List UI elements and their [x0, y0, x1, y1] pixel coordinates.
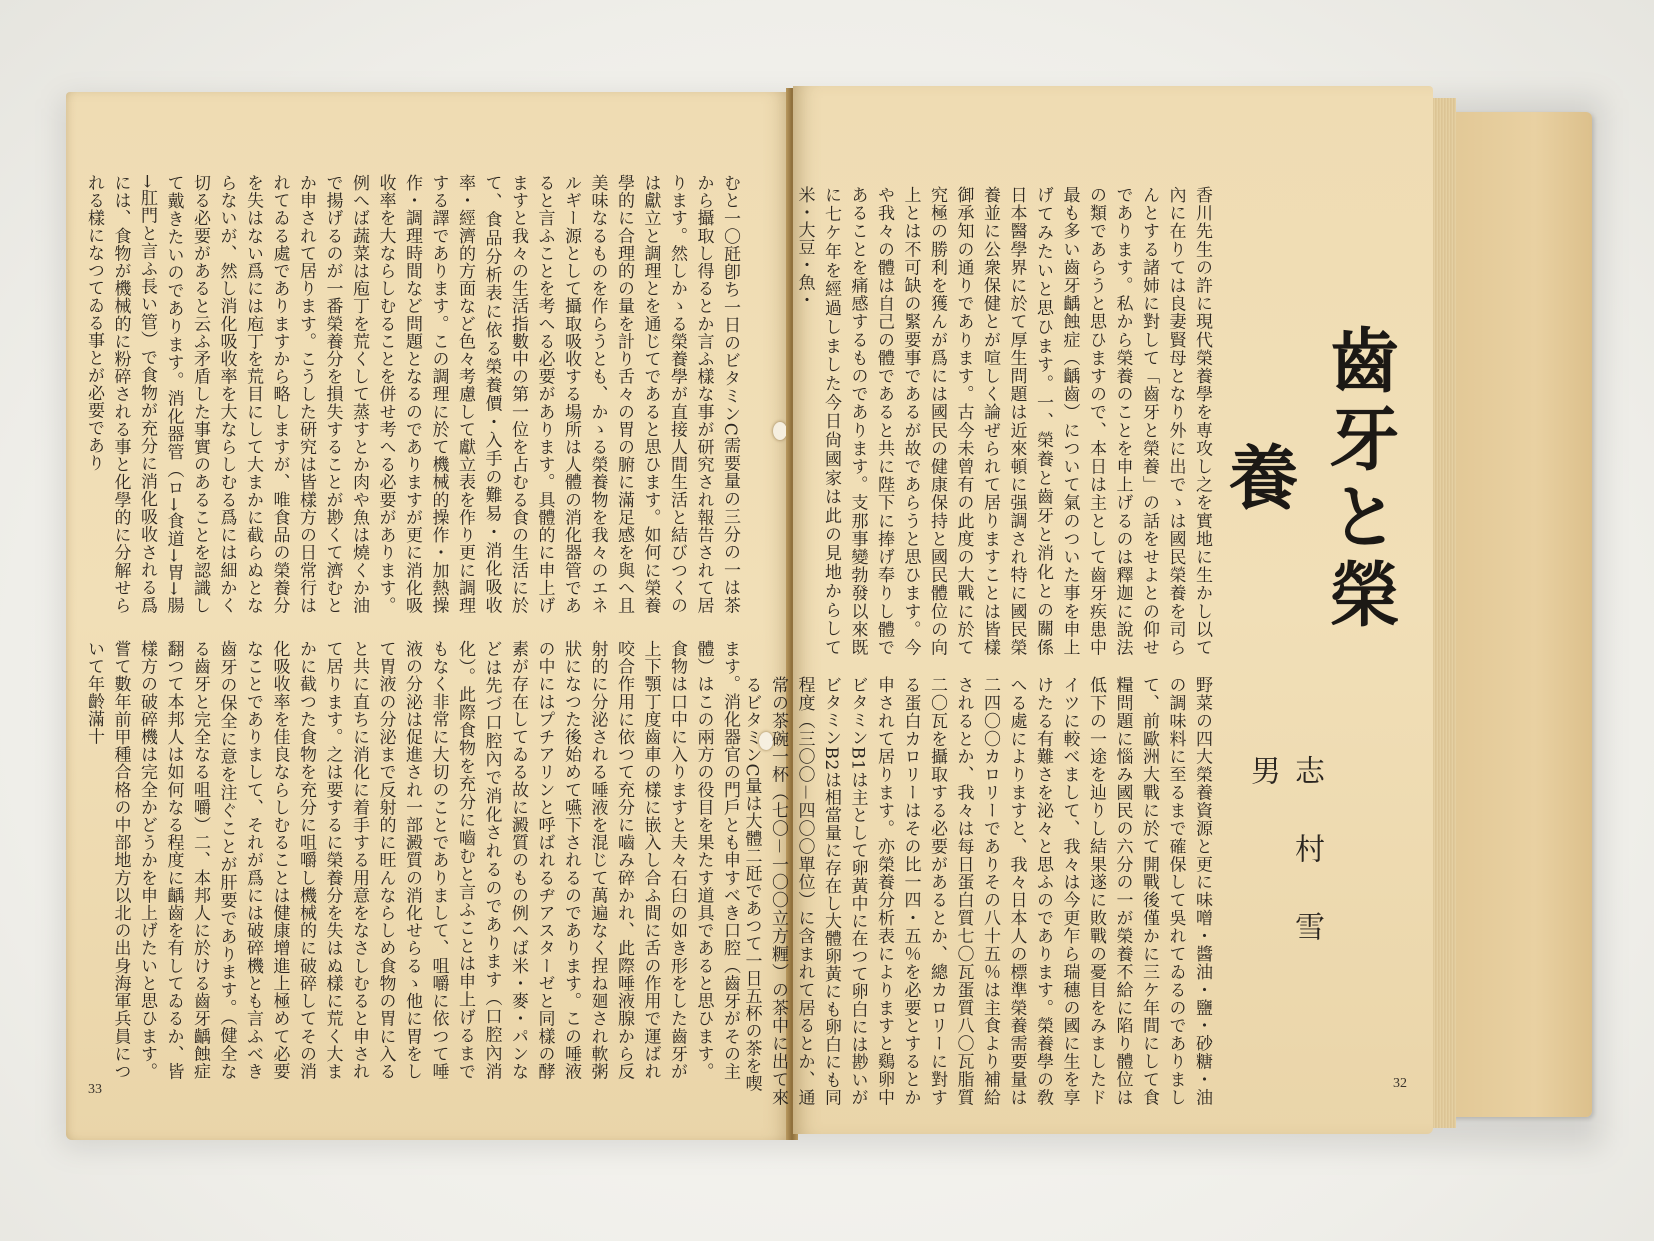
- article-title: 齒牙と榮養: [1217, 324, 1400, 636]
- left-page-upper-text: むと一〇瓩卽ち一日のビタミンC需要量の三分の一は茶から攝取し得るとか言ふ樣な事が研究され報告されて居ります。然しかゝる榮養學が直接人間生活と結びつくのは獻立と調理とを通じてであると思ひます。如何に榮養學的に合理的の量を計り舌々の胃の腑に滿足感を與へ且美味なるものを作らうとも、かゝる榮養物を我々のエネルギー源として攝取吸收する場所は人體の消化器管であると言ふことを考へる必要があります。具體的に申上げますと我々の生活指數中の第一位を占むる食の生活に於て、食品分析表に依る榮養價・入手の難易・消化吸收率・經濟的方面など色々考慮して獻立表を作り更に調理する譯であります。この調理に於て機械的操作・加熱操作・調理時間など問題となるのでありますが更に消化吸收率を大ならしむることを併せ考へる必要があります。例へば蔬菜は庖丁を荒くして蒸すとか肉や魚は燒くか油で揚げるのが一番榮養分を損失することが尠くて濟むとか申されて居ります。こうした硏究は皆樣方の日常行はれてゐる處でありますから略しますが、唯食品の榮養分を失はない爲には庖丁を荒目にして大まかに截らぬとならないが、然し消化吸收率を大ならしむる爲には細かく切る必要があると云ふ矛盾した事實のあることを認識して戴きたいのであります。消化器管（ロ→食道→胃→腸→肛門と言ふ長い管）で食物が充分に消化吸收される爲には、食物が機械的に粉碎される事と化學的に分解せられる樣になつてゐる事とが必要であり: [84, 174, 740, 614]
- article-author: 志村雪男: [1245, 755, 1324, 989]
- page-number-left: 33: [88, 1082, 102, 1097]
- right-page-upper-text: 香川先生の許に現代榮養學を専攻し之を實地に生かし以て內に在りては良妻賢母となり外に出でゝは國民榮養を司らんとする諸姉に對して「齒牙と榮養」の話をせよとの仰せであります。私から榮養のことを申上げるのは釋迦に說法の類であらうと思ひますので、本日は主として齒牙疾患中最も多い齒牙齲蝕症（齲齒）について氣のついた事を申上げてみたいと思ひます。一、榮養と齒牙と消化との關係 日本醫學界に於て厚生問題は近來頓に强調され特に國民榮養並に公衆保健とが喧しく論ぜられて居りますことは皆樣御承知の通りであります。古今未曾有の此度の大戰に於て究極の勝利を獲んが爲には國民の健康保持と國民體位の向上とは不可缺の緊要事であるが故であらうと思ひます。今や我々の體は自己の體であると共に陛下に捧げ奉りし體であることを痛感するものであります。支那事變勃發以來既に七ケ年を經過しました今日尙國家は此の見地からして米・大豆・魚・: [794, 186, 1212, 674]
- left-page-lower-text: ます。消化器官の門戶とも申すべき口腔（齒牙がその主體）はこの兩方の役目を果たす道具であると思ひます。食物は口中に入りますと夫々石臼の如き形をした齒牙が上下顎丁度齒車の樣に嵌入し合ふ間に舌の作用で運ばれ咬合作用に依つて充分に嚙み碎かれ、此際唾液腺から反射的に分泌される唾液を混じて萬遍なく捏ね廻され軟粥狀になつた後始めて嚥下されるのであります。この唾液の中にはプチアリンと呼ばれるヂアスターゼと同樣の酵素が存在してゐる故に澱質のもの例へば米・麥・パンなどは先づ口腔內で消化されるのであります（口腔內消化）。此際食物を充分に嚙むと言ふことは申上げるまでもなく非常に大切のことでありまして、咀嚼に依つて唾液の分泌は促進され一部澱質の消化せらるゝ他に胃をして胃液の分泌まで反射的に旺んならしめ食物の胃に入ると共に直ちに消化に着手する用意をなさしむると申されて居ります。之は要するに榮養分を失はぬ樣に荒く大まかに截つた食物を充分に咀嚼し機械的に破碎してその消化吸收率を佳良ならしむることは健康增進上極めて必要なことでありまして、それが爲には破碎機とも言ふべき齒牙の保全に意を注ぐことが肝要であります。（健全なる齒牙と完全なる咀嚼）二、本邦人に於ける齒牙齲蝕症 翻つて本邦人は如何なる程度に齲齒を有してゐるか、皆樣方の破碎機は完全かどうかを申上げたいと思ひます。嘗て數年前甲種合格の中部地方以北の出身海軍兵員について年齡滿十: [84, 640, 740, 1098]
- page-number-right: 32: [1393, 1076, 1407, 1091]
- left-page: [66, 92, 791, 1140]
- binding-hole-upper: [773, 422, 787, 440]
- right-page-lower-text: 野菜の四大榮養資源と更に味噌・醬油・鹽・砂糖・油の調味料に至るまで確保して吳れてゐるのでありまして、前歐洲大戰に於て開戰後僅かに三ケ年間にして食糧問題に惱み國民の六分の一が榮養不給に陷り體位は低下の一途を辿りし結果遂に敗戰の憂目をみましたドイツに較べまして、我々は今更乍ら瑞穗の國に生を享けたる有難さを泌々と思ふのであります。榮養學の敎へる處によりますと、我々日本人の標準榮養需要量は二四〇〇カロリーでありその八十五％は主食より補給されるとか、我々は每日蛋白質七〇瓦蛋質八〇瓦脂質二〇瓦を攝取する必要があるとか、總カロリーに對する蛋白カロリーはその比一四・五％を必要とするとか申されて居ります。亦榮養分析表によりますと鷄卵中ビタミンB1は主として卵黃中に在つて卵白には尠いがビタミンB2は相當量に存在し大體卵黃にも卵白にも同程度（三〇〇－四〇〇單位）に含まれて居るとか、通常の茶碗一杯（七〇－一〇〇立方糎）の茶中に出て來るビタミンC量は大體二瓩であつて一日五杯の茶を喫: [741, 676, 1212, 1107]
- back-cover: [1450, 112, 1592, 1117]
- page-stack-edge: [1430, 98, 1456, 1128]
